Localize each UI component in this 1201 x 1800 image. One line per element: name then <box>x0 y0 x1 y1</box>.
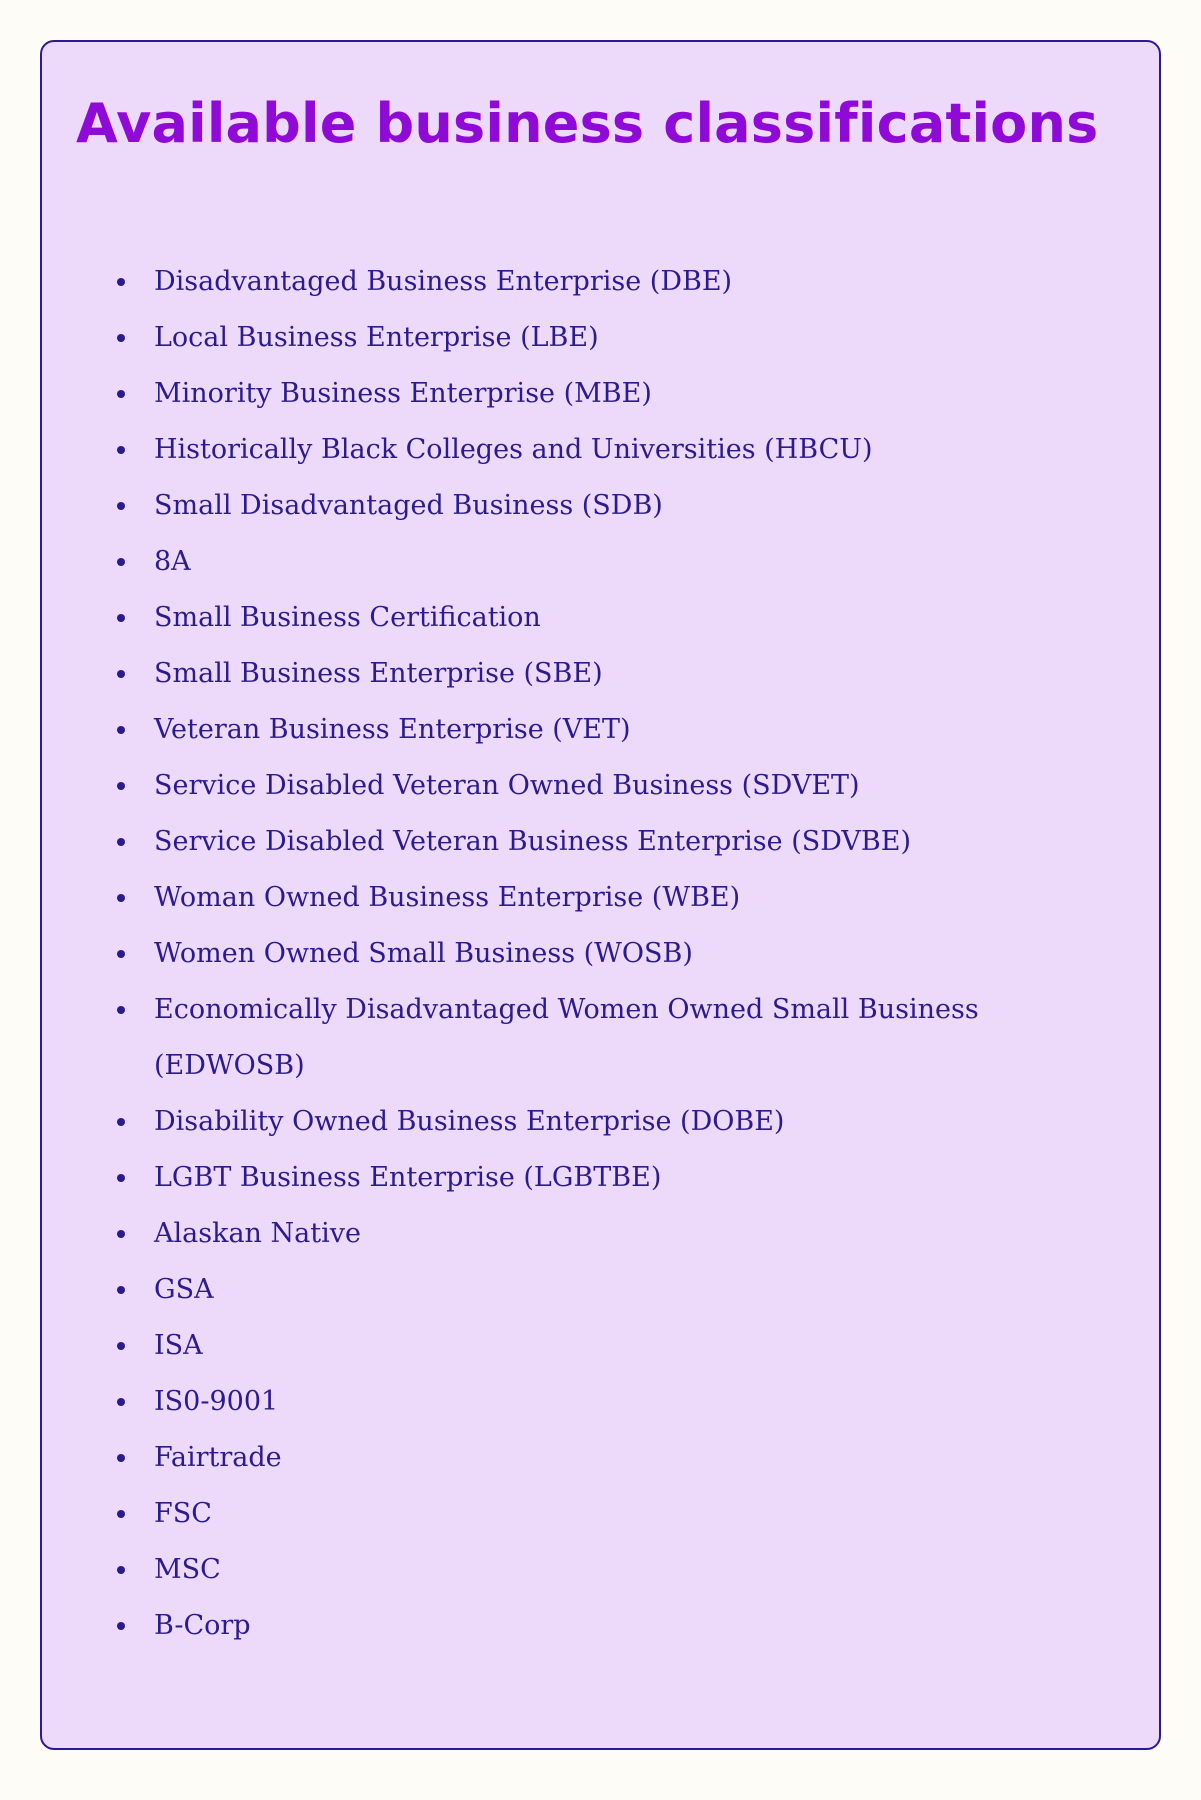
bullet-icon <box>117 782 125 790</box>
list-item-label: Disadvantaged Business Enterprise (DBE) <box>154 266 733 297</box>
list-item-label: 8A <box>154 546 191 577</box>
bullet-icon <box>117 1510 125 1518</box>
bullet-icon <box>117 614 125 622</box>
list-item <box>76 366 1016 422</box>
list-item-label: Veteran Business Enterprise (VET) <box>154 714 631 745</box>
bullet-icon <box>117 726 125 734</box>
list-item <box>76 1094 1016 1150</box>
list-item-label: Service Disabled Veteran Owned Business (SDVET) <box>154 770 860 801</box>
list-item-label: Historically Black Colleges and Universities (HBCU) <box>154 434 873 465</box>
list-item-label: Service Disabled Veteran Business Enterprise (SDVBE) <box>154 826 912 857</box>
bullet-icon <box>117 838 125 846</box>
list-item <box>76 1206 1016 1262</box>
bullet-icon <box>117 950 125 958</box>
bullet-icon <box>117 1622 125 1630</box>
list-item-label: IS0-9001 <box>154 1386 279 1417</box>
list-item-label: Small Disadvantaged Business (SDB) <box>154 490 663 521</box>
list-item-label: GSA <box>154 1274 214 1305</box>
list-item <box>76 1374 1016 1430</box>
bullet-icon <box>117 1230 125 1238</box>
list-item <box>76 814 1016 870</box>
bullet-icon <box>117 446 125 454</box>
list-item-label: Small Business Enterprise (SBE) <box>154 658 603 689</box>
list-item <box>76 982 1016 1094</box>
list-item <box>76 310 1016 366</box>
bullet-icon <box>117 1398 125 1406</box>
list-item-label: FSC <box>154 1498 212 1529</box>
bullet-icon <box>117 1342 125 1350</box>
list-item <box>76 646 1016 702</box>
list-item <box>76 758 1016 814</box>
list-item <box>76 1318 1016 1374</box>
list-item-label: ISA <box>154 1330 203 1361</box>
list-item <box>76 422 1016 478</box>
list-item <box>76 702 1016 758</box>
list-item-label: Minority Business Enterprise (MBE) <box>154 378 652 409</box>
list-item <box>76 590 1016 646</box>
bullet-icon <box>117 1006 125 1014</box>
list-item-label: B-Corp <box>154 1610 251 1641</box>
bullet-icon <box>117 1454 125 1462</box>
bullet-icon <box>117 894 125 902</box>
list-item <box>76 534 1016 590</box>
list-item-label: Disability Owned Business Enterprise (DOBE) <box>154 1106 785 1137</box>
list-item <box>76 478 1016 534</box>
list-item-label: Woman Owned Business Enterprise (WBE) <box>154 882 741 913</box>
list-item-label: Alaskan Native <box>154 1218 361 1249</box>
bullet-icon <box>117 558 125 566</box>
list-item-label: Fairtrade <box>154 1442 282 1473</box>
list-item-label: Small Business Certification <box>154 602 541 633</box>
bullet-icon <box>117 278 125 286</box>
list-item <box>76 1598 1016 1654</box>
list-item <box>76 1262 1016 1318</box>
list-item <box>76 926 1016 982</box>
list-item-label: Local Business Enterprise (LBE) <box>154 322 599 353</box>
list-item <box>76 870 1016 926</box>
bullet-icon <box>117 670 125 678</box>
bullet-icon <box>117 390 125 398</box>
list-item-label: LGBT Business Enterprise (LGBTBE) <box>154 1162 662 1193</box>
bullet-icon <box>117 1286 125 1294</box>
list-item <box>76 1486 1016 1542</box>
bullet-icon <box>117 1118 125 1126</box>
bullet-icon <box>117 502 125 510</box>
list-item-label: Economically Disadvantaged Women Owned Small Business (EDWOSB) <box>154 994 979 1081</box>
list-item <box>76 254 1016 310</box>
list-item-label: Women Owned Small Business (WOSB) <box>154 938 693 969</box>
bullet-icon <box>117 334 125 342</box>
bullet-icon <box>117 1566 125 1574</box>
list-item <box>76 1150 1016 1206</box>
bullet-icon <box>117 1174 125 1182</box>
list-item-label: MSC <box>154 1554 221 1585</box>
list-item <box>76 1542 1016 1598</box>
list-item <box>76 1430 1016 1486</box>
page-title: Available business classifications <box>76 92 1099 155</box>
classification-list <box>76 254 1016 1654</box>
